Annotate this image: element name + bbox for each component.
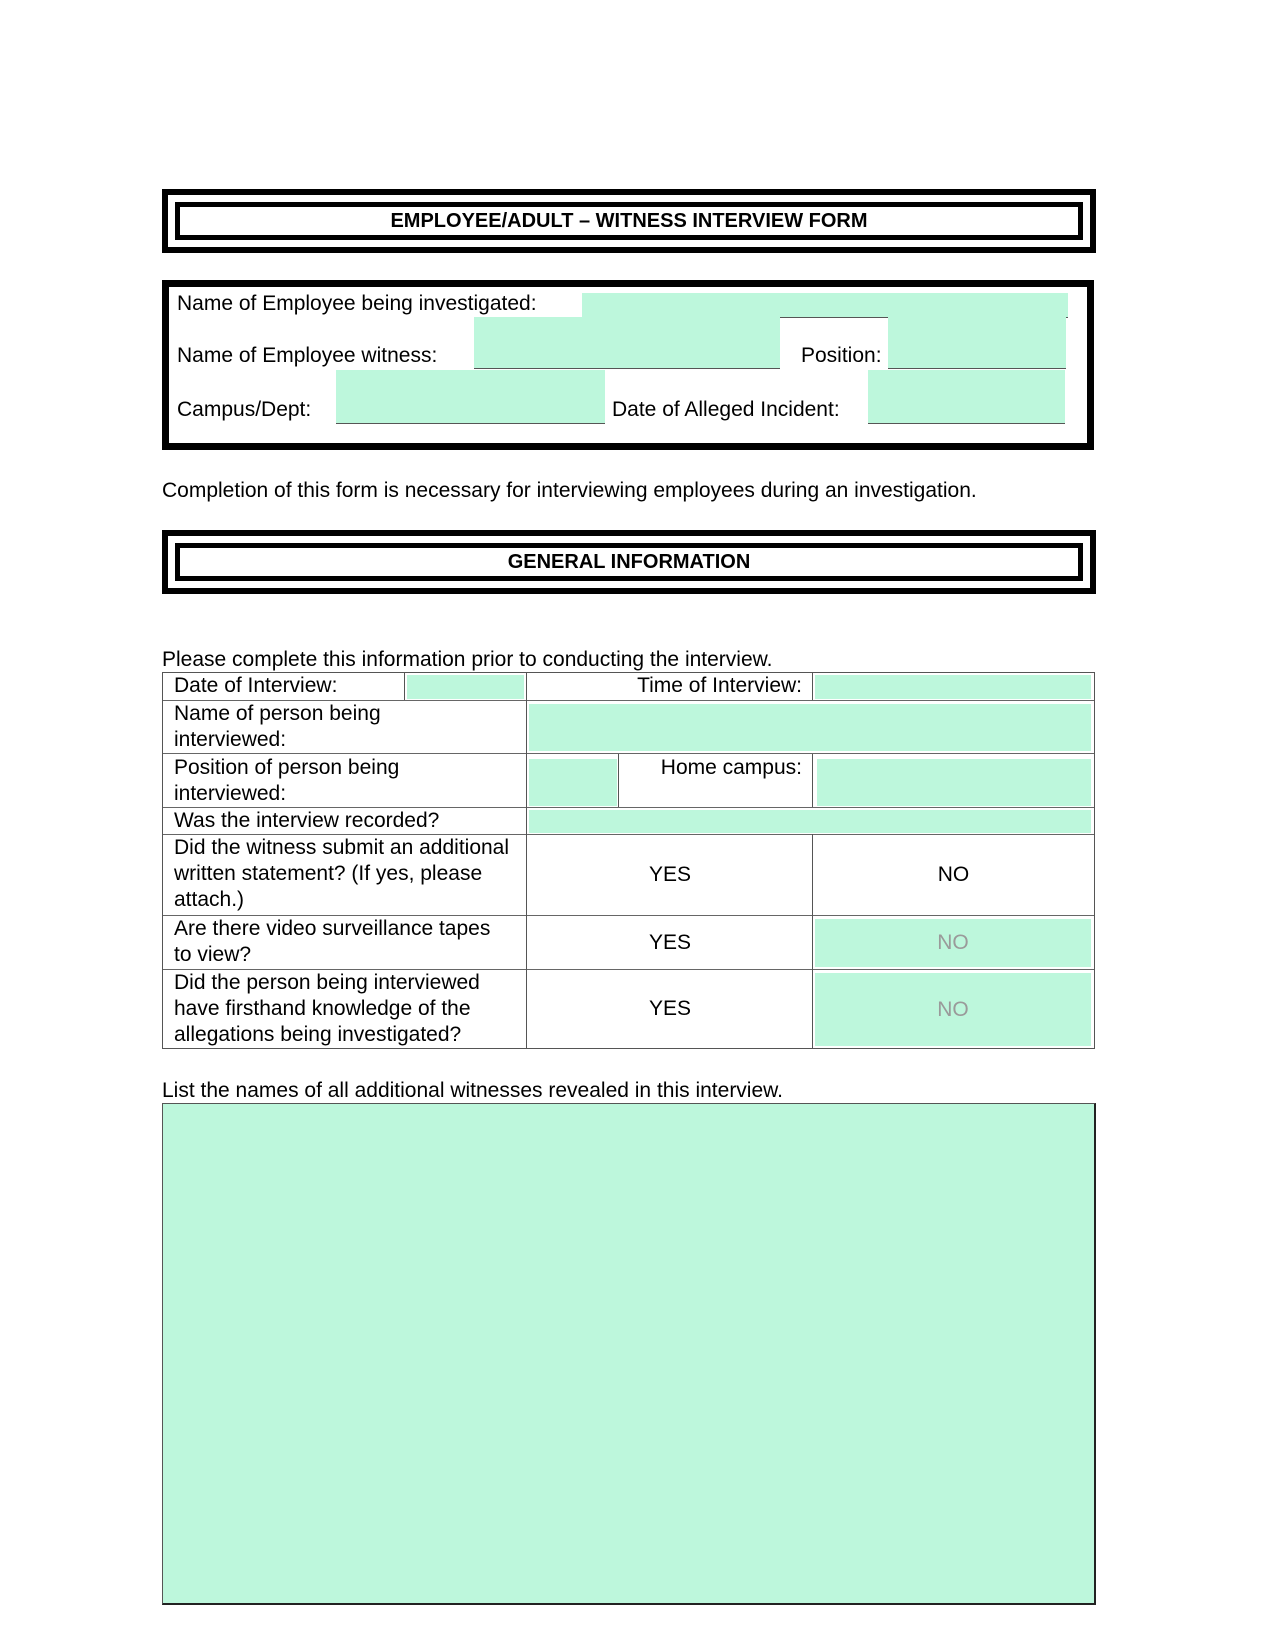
person-position-field[interactable]: [529, 759, 617, 806]
time-of-interview-label: Time of Interview:: [637, 674, 802, 697]
incident-date-field[interactable]: [868, 370, 1065, 424]
written-statement-no[interactable]: NO: [937, 863, 970, 886]
incident-date-label: Date of Alleged Incident:: [612, 398, 840, 421]
column-divider: [812, 754, 813, 807]
firsthand-knowledge-no[interactable]: NO: [815, 973, 1091, 1046]
home-campus-label: Home campus:: [660, 756, 802, 779]
firsthand-knowledge-yes[interactable]: YES: [648, 997, 692, 1020]
person-name-label: Name of person being interviewed:: [174, 702, 381, 751]
column-divider: [404, 673, 405, 700]
column-divider: [526, 673, 527, 1048]
position-field[interactable]: [888, 317, 1066, 369]
form-title-box: [162, 189, 1096, 253]
employee-witness-field[interactable]: [474, 317, 780, 369]
time-of-interview-field[interactable]: [815, 675, 1091, 699]
written-statement-yes[interactable]: YES: [648, 863, 692, 886]
employee-witness-label: Name of Employee witness:: [177, 344, 438, 367]
general-instruction: Please complete this information prior to conducting the interview.: [162, 648, 773, 671]
column-divider: [618, 754, 619, 807]
recorded-field[interactable]: [529, 810, 1091, 833]
employee-investigated-field[interactable]: [582, 293, 1068, 318]
form-title: EMPLOYEE/ADULT – WITNESS INTERVIEW FORM: [175, 202, 1083, 240]
column-divider: [812, 915, 813, 969]
campus-dept-label: Campus/Dept:: [177, 398, 312, 421]
general-info-box: [162, 530, 1096, 594]
additional-witnesses-textarea[interactable]: [162, 1103, 1096, 1605]
general-info-heading: GENERAL INFORMATION: [175, 543, 1083, 581]
written-statement-label: Did the witness submit an additional written statement? (If yes, please attach.): [174, 836, 510, 911]
campus-dept-field[interactable]: [336, 370, 605, 424]
column-divider: [812, 673, 813, 700]
video-surveillance-yes[interactable]: YES: [648, 930, 692, 954]
person-position-label: Position of person being interviewed:: [174, 756, 400, 805]
video-surveillance-label: Are there video surveillance tapes to view?: [174, 917, 491, 966]
employee-info-box: [162, 280, 1094, 450]
video-surveillance-no[interactable]: NO: [815, 919, 1091, 967]
date-of-interview-field[interactable]: [407, 675, 524, 699]
person-name-field[interactable]: [529, 704, 1091, 751]
column-divider: [812, 969, 813, 1048]
row-divider: [163, 753, 1094, 754]
column-divider: [812, 834, 813, 915]
general-info-table: [162, 672, 1095, 1049]
form-notice: Completion of this form is necessary for interviewing employees during an investigation.: [162, 479, 977, 502]
date-of-interview-label: Date of Interview:: [174, 674, 338, 697]
employee-investigated-label: Name of Employee being investigated:: [177, 292, 537, 315]
firsthand-knowledge-label: Did the person being interviewed have firsthand knowledge of the allegations being investigated?: [174, 971, 480, 1046]
recorded-label: Was the interview recorded?: [174, 809, 440, 832]
home-campus-field[interactable]: [817, 759, 1091, 806]
position-label: Position:: [801, 344, 882, 367]
witnesses-label: List the names of all additional witnesses revealed in this interview.: [162, 1079, 783, 1102]
